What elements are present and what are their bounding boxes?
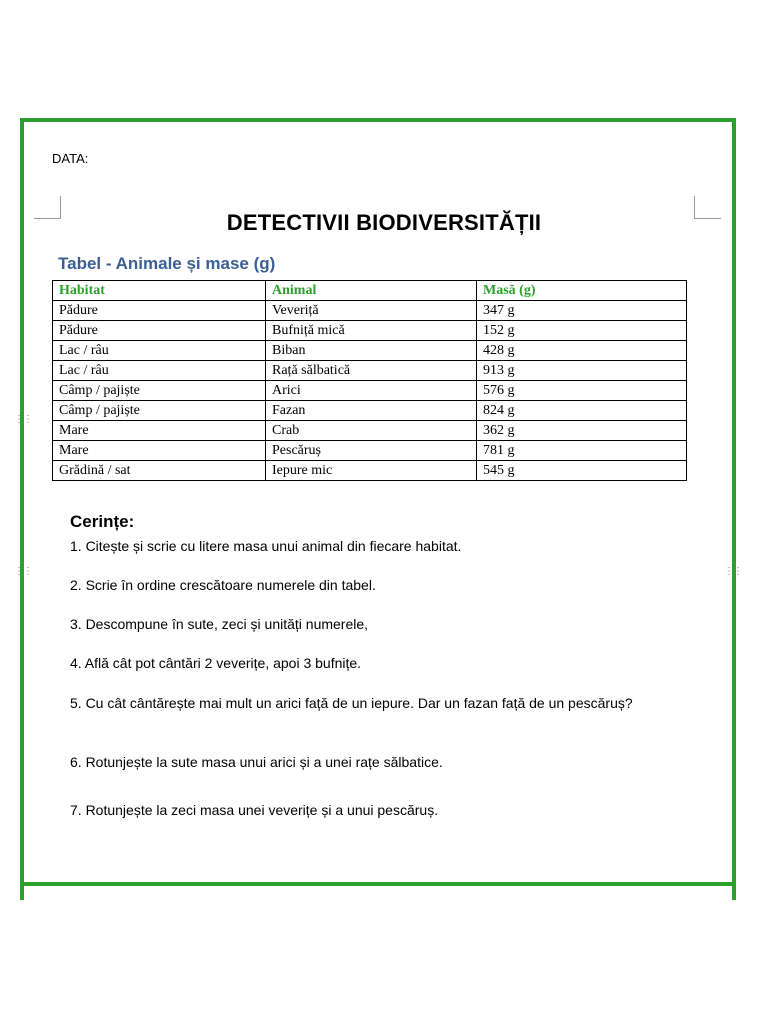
table-row: [53, 341, 687, 361]
table-row: [53, 421, 687, 441]
table-caption: Tabel - Animale și mase (g): [58, 254, 276, 273]
cell-habitat: Lac / râu: [53, 341, 266, 361]
table-row: [53, 401, 687, 421]
column-header-animal: Animal: [266, 281, 477, 301]
cell-animal: Fazan: [266, 401, 477, 421]
resize-handle-icon[interactable]: ⋮⋮: [14, 414, 32, 425]
table-row: [53, 461, 687, 481]
requirement-item: 7. Rotunjește la zeci masa unei veverițe și a unui pescăruș.: [70, 802, 439, 818]
requirement-item: 1. Citește și scrie cu litere masa unui animal din fiecare habitat.: [70, 538, 462, 554]
cell-mass: 152 g: [477, 321, 687, 341]
cell-animal: Iepure mic: [266, 461, 477, 481]
requirement-item: 3. Descompune în sute, zeci și unități numerele,: [70, 616, 369, 632]
resize-handle-icon[interactable]: ⋮⋮: [14, 566, 32, 577]
cell-habitat: Pădure: [53, 321, 266, 341]
cell-habitat: Mare: [53, 441, 266, 461]
table-header-row: [53, 281, 687, 301]
column-header-mass: Masă (g): [477, 281, 687, 301]
cell-animal: Pescăruș: [266, 441, 477, 461]
cell-habitat: Lac / râu: [53, 361, 266, 381]
table-row: [53, 301, 687, 321]
cell-animal: Rață sălbatică: [266, 361, 477, 381]
table-row: [53, 321, 687, 341]
cell-habitat: Pădure: [53, 301, 266, 321]
table-row: [53, 361, 687, 381]
cell-animal: Veveriță: [266, 301, 477, 321]
cell-mass: 913 g: [477, 361, 687, 381]
cell-mass: 362 g: [477, 421, 687, 441]
cell-animal: Crab: [266, 421, 477, 441]
cell-mass: 824 g: [477, 401, 687, 421]
border-stub-right: [732, 886, 736, 900]
resize-handle-icon[interactable]: ⋮⋮: [724, 566, 742, 577]
cell-mass: 576 g: [477, 381, 687, 401]
animals-table: [52, 280, 687, 481]
requirement-item: 2. Scrie în ordine crescătoare numerele din tabel.: [70, 577, 376, 593]
table-row: [53, 441, 687, 461]
requirement-item: 5. Cu cât cântărește mai mult un arici față de un iepure. Dar un fazan față de un pescăruș?: [70, 695, 633, 711]
cell-mass: 545 g: [477, 461, 687, 481]
requirement-item: 4. Află cât pot cântări 2 veverițe, apoi 3 bufnițe.: [70, 655, 362, 671]
page-border-bottom: [20, 882, 736, 902]
cell-habitat: Câmp / pajiște: [53, 381, 266, 401]
cell-animal: Biban: [266, 341, 477, 361]
page-title: DETECTIVII BIODIVERSITĂȚII: [226, 210, 542, 235]
requirement-item: 6. Rotunjește la sute masa unui arici și a unei rațe sălbatice.: [70, 754, 443, 770]
date-label: DATA:: [52, 151, 89, 166]
cell-mass: 428 g: [477, 341, 687, 361]
cell-mass: 347 g: [477, 301, 687, 321]
cell-habitat: Grădină / sat: [53, 461, 266, 481]
cell-habitat: Câmp / pajiște: [53, 401, 266, 421]
cell-animal: Bufniță mică: [266, 321, 477, 341]
column-header-habitat: Habitat: [53, 281, 266, 301]
cell-habitat: Mare: [53, 421, 266, 441]
cell-mass: 781 g: [477, 441, 687, 461]
cell-animal: Arici: [266, 381, 477, 401]
requirements-heading: Cerințe:: [70, 512, 135, 531]
table-row: [53, 381, 687, 401]
border-stub-left: [20, 886, 24, 900]
